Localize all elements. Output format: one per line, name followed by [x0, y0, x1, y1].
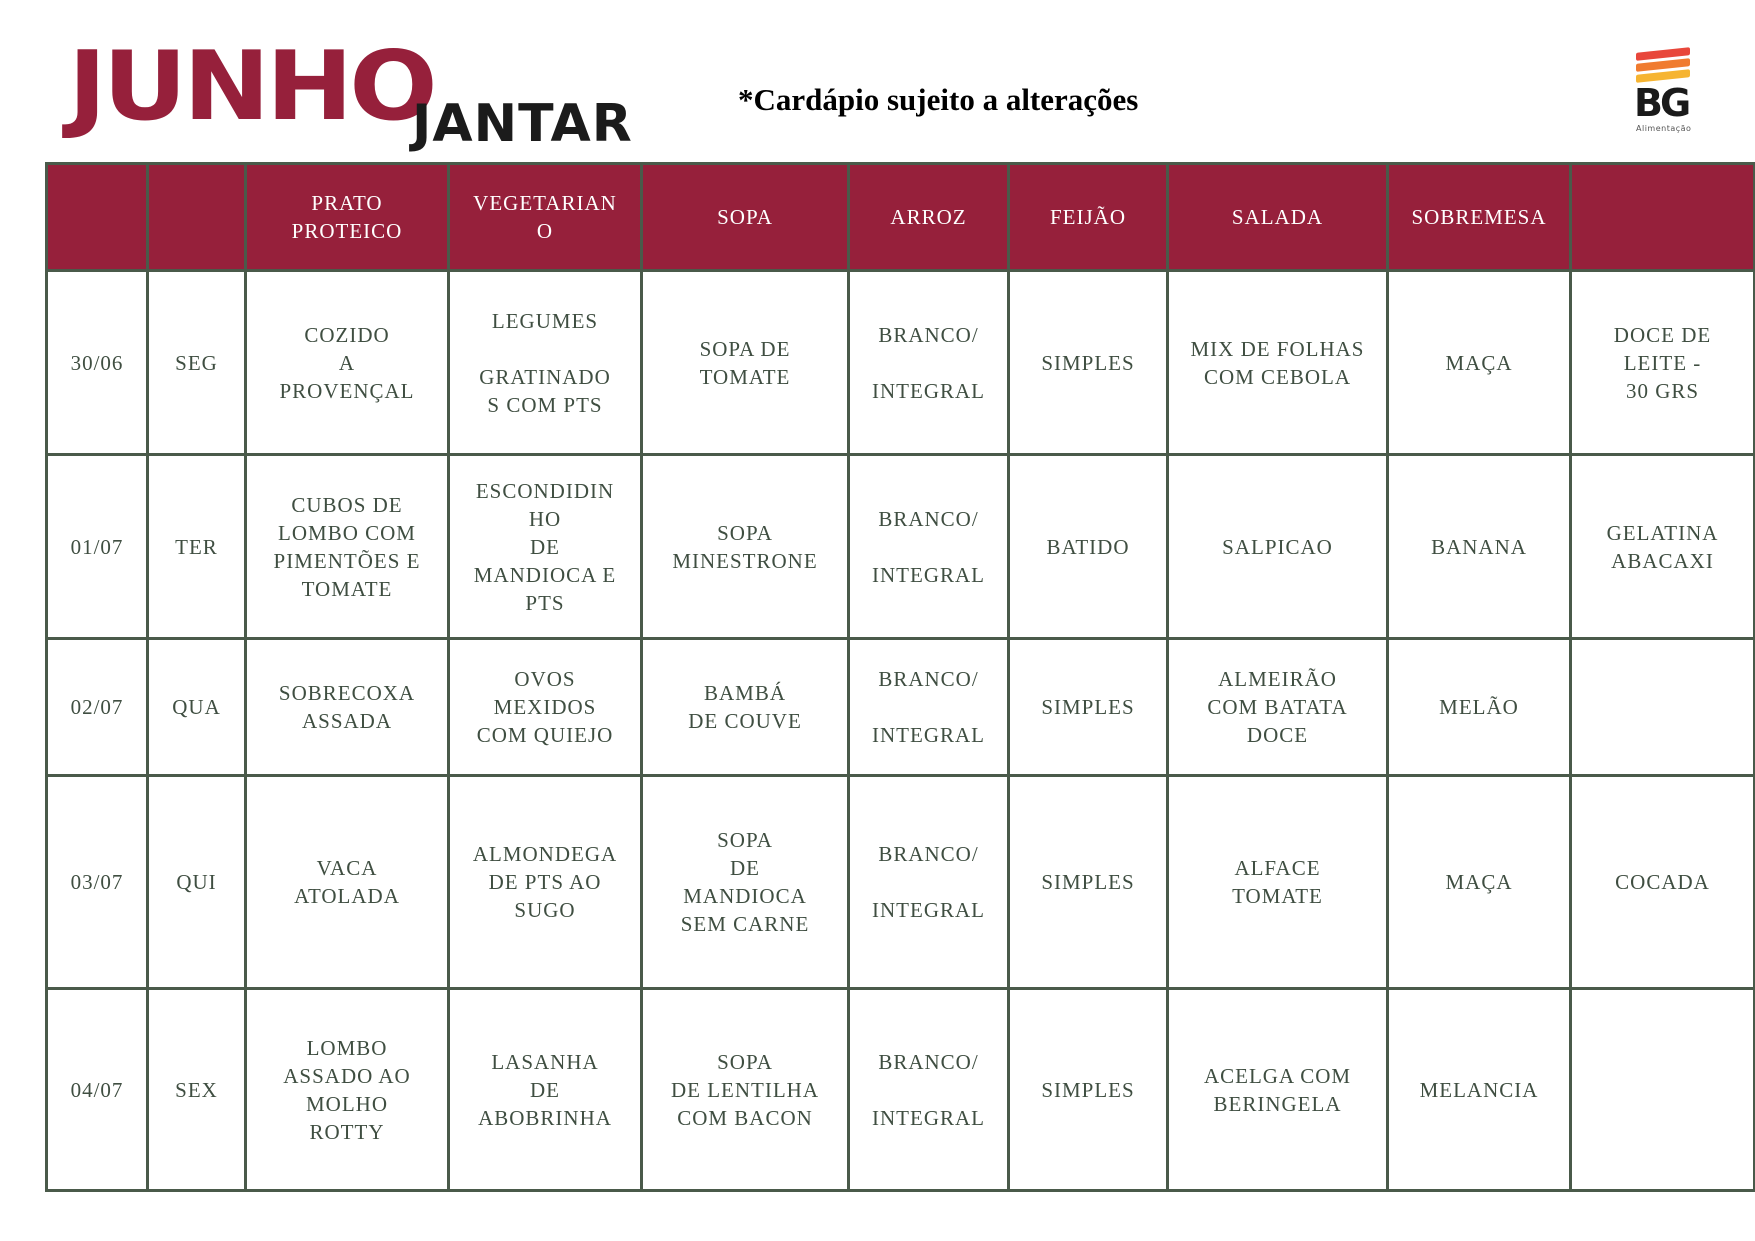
menu-table [45, 162, 1755, 1192]
salad-cell: ALFACE TOMATE [1168, 776, 1388, 989]
column-header: VEGETARIAN O [449, 164, 642, 271]
vegetarian-cell: OVOS MEXIDOS COM QUIEJO [449, 639, 642, 776]
rice-cell: BRANCO/ INTEGRAL [849, 989, 1009, 1191]
vegetarian-cell: ALMONDEGA DE PTS AO SUGO [449, 776, 642, 989]
header-row [47, 164, 1755, 271]
column-header [148, 164, 246, 271]
rice-cell: BRANCO/ INTEGRAL [849, 776, 1009, 989]
table-row [47, 271, 1755, 455]
column-header [47, 164, 148, 271]
table-row [47, 989, 1755, 1191]
vegetarian-cell: LASANHA DE ABOBRINHA [449, 989, 642, 1191]
dessert-cell: GELATINA ABACAXI [1571, 455, 1755, 639]
protein-cell: SOBRECOXA ASSADA [246, 639, 449, 776]
vegetarian-cell: ESCONDIDIN HO DE MANDIOCA E PTS [449, 455, 642, 639]
weekday-cell: TER [148, 455, 246, 639]
column-header: PRATO PROTEICO [246, 164, 449, 271]
rice-cell: BRANCO/ INTEGRAL [849, 639, 1009, 776]
logo-letters: BG [1634, 81, 1689, 125]
meal-title: JANTAR [412, 94, 633, 154]
beans-cell: SIMPLES [1009, 271, 1168, 455]
logo-subtext: Alimentação [1636, 124, 1692, 133]
salad-cell: SALPICAO [1168, 455, 1388, 639]
dessert-cell [1571, 989, 1755, 1191]
menu-body [47, 271, 1755, 1191]
salad-cell: MIX DE FOLHAS COM CEBOLA [1168, 271, 1388, 455]
vegetarian-cell: LEGUMES GRATINADO S COM PTS [449, 271, 642, 455]
beans-cell: BATIDO [1009, 455, 1168, 639]
fruit-cell: BANANA [1388, 455, 1571, 639]
weekday-cell: SEG [148, 271, 246, 455]
soup-cell: SOPA DE MANDIOCA SEM CARNE [642, 776, 849, 989]
soup-cell: SOPA DE TOMATE [642, 271, 849, 455]
table-row [47, 455, 1755, 639]
dessert-cell [1571, 639, 1755, 776]
beans-cell: SIMPLES [1009, 989, 1168, 1191]
bg-logo [1634, 50, 1694, 140]
column-header: SOPA [642, 164, 849, 271]
protein-cell: VACA ATOLADA [246, 776, 449, 989]
column-header: SOBREMESA [1388, 164, 1571, 271]
soup-cell: SOPA DE LENTILHA COM BACON [642, 989, 849, 1191]
rice-cell: BRANCO/ INTEGRAL [849, 271, 1009, 455]
beans-cell: SIMPLES [1009, 639, 1168, 776]
soup-cell: SOPA MINESTRONE [642, 455, 849, 639]
rice-cell: BRANCO/ INTEGRAL [849, 455, 1009, 639]
table-row [47, 639, 1755, 776]
fruit-cell: MELÃO [1388, 639, 1571, 776]
dessert-cell: DOCE DE LEITE - 30 GRS [1571, 271, 1755, 455]
salad-cell: ALMEIRÃO COM BATATA DOCE [1168, 639, 1388, 776]
date-cell: 04/07 [47, 989, 148, 1191]
column-header: SALADA [1168, 164, 1388, 271]
date-cell: 02/07 [47, 639, 148, 776]
protein-cell: CUBOS DE LOMBO COM PIMENTÕES E TOMATE [246, 455, 449, 639]
menu-notice: *Cardápio sujeito a alterações [738, 82, 1139, 117]
fruit-cell: MAÇA [1388, 776, 1571, 989]
weekday-cell: SEX [148, 989, 246, 1191]
date-cell: 01/07 [47, 455, 148, 639]
month-title: JUNHO [68, 29, 434, 142]
salad-cell: ACELGA COM BERINGELA [1168, 989, 1388, 1191]
date-cell: 03/07 [47, 776, 148, 989]
column-header: FEIJÃO [1009, 164, 1168, 271]
weekday-cell: QUA [148, 639, 246, 776]
fruit-cell: MELANCIA [1388, 989, 1571, 1191]
table-row [47, 776, 1755, 989]
soup-cell: BAMBÁ DE COUVE [642, 639, 849, 776]
date-cell: 30/06 [47, 271, 148, 455]
protein-cell: LOMBO ASSADO AO MOLHO ROTTY [246, 989, 449, 1191]
dessert-cell: COCADA [1571, 776, 1755, 989]
column-header: ARROZ [849, 164, 1009, 271]
protein-cell: COZIDO A PROVENÇAL [246, 271, 449, 455]
column-header [1571, 164, 1755, 271]
fruit-cell: MAÇA [1388, 271, 1571, 455]
weekday-cell: QUI [148, 776, 246, 989]
beans-cell: SIMPLES [1009, 776, 1168, 989]
